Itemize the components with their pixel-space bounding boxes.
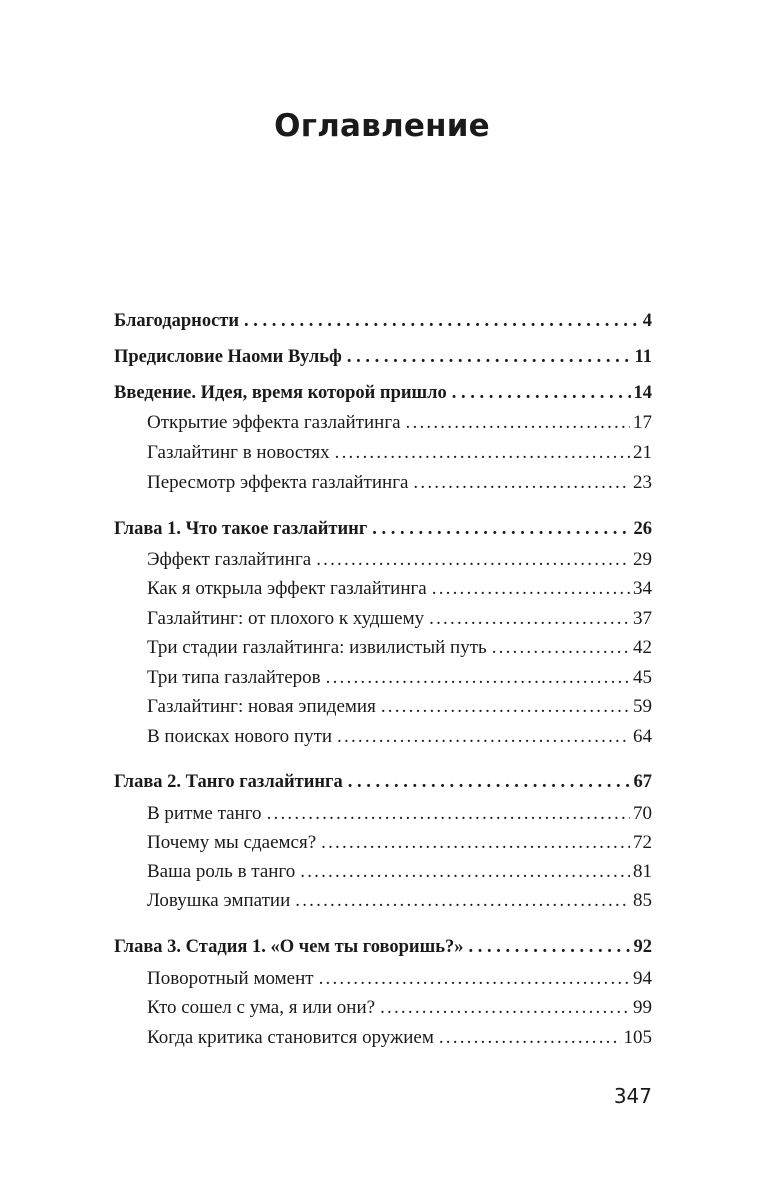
toc-entry-page: 85: [633, 890, 652, 911]
toc-entry-title: Кто сошел с ума, я или они?: [147, 997, 376, 1018]
toc-entry-title: Введение. Идея, время которой пришло: [114, 383, 447, 403]
leader-dots: [372, 514, 630, 544]
page-title: Оглавление: [274, 108, 490, 144]
toc-entry[interactable]: [147, 857, 652, 887]
toc-entry-page: 42: [633, 637, 652, 658]
toc-entry[interactable]: [147, 692, 652, 722]
leader-dots: [406, 408, 630, 438]
leader-dots: [429, 604, 630, 634]
toc-entry-title: Открытие эффекта газлайтинга: [147, 412, 401, 433]
leader-dots: [321, 828, 630, 858]
toc-entry-title: Благодарности: [114, 311, 240, 331]
toc-entry[interactable]: [147, 604, 652, 634]
leader-dots: [469, 932, 631, 962]
leader-dots: [380, 993, 630, 1023]
toc-entry-page: 29: [633, 549, 652, 570]
toc-entry-page: 64: [633, 726, 652, 747]
toc-entry-title: Газлайтинг: новая эпидемия: [147, 696, 376, 717]
leader-dots: [267, 799, 630, 829]
leader-dots: [432, 574, 630, 604]
toc-entry[interactable]: [147, 408, 652, 438]
leader-dots: [244, 306, 640, 336]
toc-entry-title: Когда критика становится оружием: [147, 1027, 434, 1048]
toc-entry-page: 23: [633, 472, 652, 493]
leader-dots: [326, 663, 630, 693]
toc-entry-title: Ваша роль в танго: [147, 861, 296, 882]
toc-entry[interactable]: [147, 722, 652, 752]
toc-entry-page: 81: [633, 861, 652, 882]
toc-entry-page: 72: [633, 832, 652, 853]
toc-entry[interactable]: [114, 932, 652, 962]
leader-dots: [316, 545, 630, 575]
toc-entry[interactable]: [147, 993, 652, 1023]
toc-entry[interactable]: [114, 767, 652, 797]
toc-entry-title: Три стадии газлайтинга: извилистый путь: [147, 637, 487, 658]
toc-entry-title: Глава 1. Что такое газлайтинг: [114, 519, 368, 539]
toc-entry-page: 105: [623, 1027, 652, 1048]
toc-entry-page: 94: [633, 968, 652, 989]
toc-entry-page: 59: [633, 696, 652, 717]
toc-entry-page: 70: [633, 803, 652, 824]
toc-entry[interactable]: [114, 378, 652, 408]
leader-dots: [335, 438, 630, 468]
page-number: 347: [613, 1084, 652, 1108]
leader-dots: [413, 468, 630, 498]
toc-entry-title: Поворотный момент: [147, 968, 314, 989]
leader-dots: [381, 692, 630, 722]
leader-dots: [319, 964, 630, 994]
leader-dots: [492, 633, 630, 663]
toc-entry-page: 67: [633, 772, 652, 792]
toc-entry-page: 99: [633, 997, 652, 1018]
toc-entry-page: 17: [633, 412, 652, 433]
toc-entry-title: Ловушка эмпатии: [147, 890, 291, 911]
toc-entry-title: Три типа газлайтеров: [147, 667, 321, 688]
toc-entry-title: В поисках нового пути: [147, 726, 333, 747]
toc-entry-title: Глава 2. Танго газлайтинга: [114, 772, 343, 792]
toc-entry-page: 26: [633, 519, 652, 539]
toc-entry[interactable]: [147, 438, 652, 468]
toc-entry-page: 11: [634, 347, 652, 367]
toc-entry[interactable]: [114, 306, 652, 336]
toc-entry-page: 92: [633, 937, 652, 957]
leader-dots: [347, 342, 632, 372]
leader-dots: [337, 722, 630, 752]
toc-entry-page: 34: [633, 578, 652, 599]
toc-entry-title: В ритме танго: [147, 803, 262, 824]
toc-entry-page: 4: [642, 311, 652, 331]
toc-entry-title: Глава 3. Стадия 1. «О чем ты говоришь?»: [114, 937, 464, 957]
toc-entry[interactable]: [147, 828, 652, 858]
toc-entry-page: 21: [633, 442, 652, 463]
toc-entry-title: Почему мы сдаемся?: [147, 832, 317, 853]
toc-entry[interactable]: [147, 574, 652, 604]
toc-entry-page: 45: [633, 667, 652, 688]
toc-entry-title: Предисловие Наоми Вульф: [114, 347, 342, 367]
toc-entry[interactable]: [147, 633, 652, 663]
toc-entry[interactable]: [147, 1023, 652, 1053]
leader-dots: [439, 1023, 621, 1053]
leader-dots: [452, 378, 631, 408]
toc-entry-title: Пересмотр эффекта газлайтинга: [147, 472, 409, 493]
leader-dots: [348, 767, 631, 797]
toc-entry-page: 14: [633, 383, 652, 403]
leader-dots: [295, 886, 630, 916]
toc-entry-title: Эффект газлайтинга: [147, 549, 312, 570]
toc-entry[interactable]: [147, 663, 652, 693]
toc-entry-title: Как я открыла эффект газлайтинга: [147, 578, 427, 599]
toc-entry-page: 37: [633, 608, 652, 629]
toc-entry[interactable]: [147, 545, 652, 575]
toc-entry[interactable]: [147, 799, 652, 829]
toc-entry[interactable]: [114, 342, 652, 372]
toc-entry[interactable]: [147, 886, 652, 916]
leader-dots: [300, 857, 630, 887]
toc-entry[interactable]: [147, 964, 652, 994]
toc-entry[interactable]: [147, 468, 652, 498]
toc-entry-title: Газлайтинг: от плохого к худшему: [147, 608, 425, 629]
toc-entry-title: Газлайтинг в новостях: [147, 442, 330, 463]
toc-entry[interactable]: [114, 514, 652, 544]
